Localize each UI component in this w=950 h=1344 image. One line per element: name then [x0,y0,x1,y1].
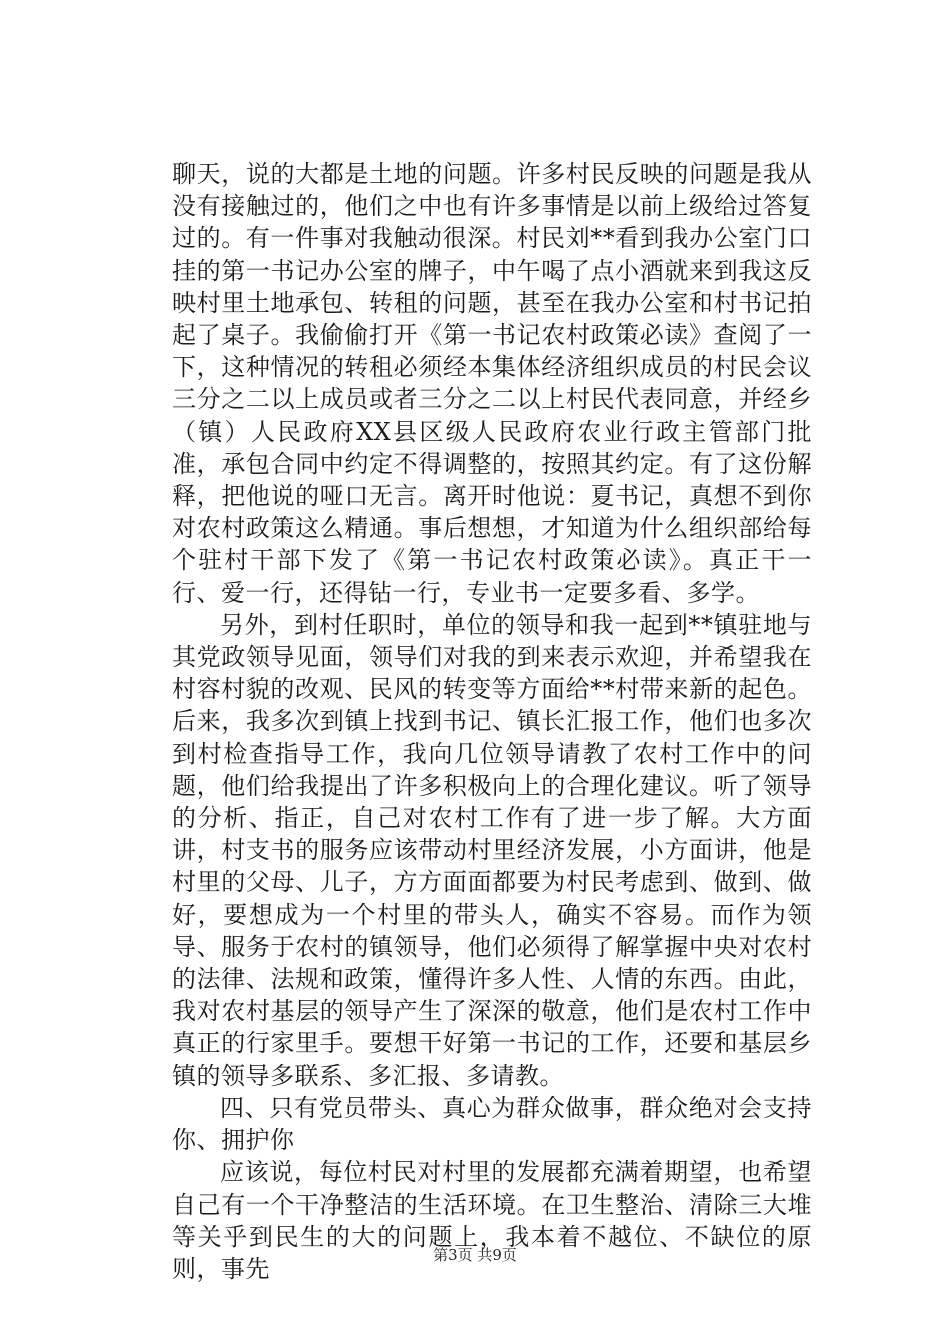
page-footer [0,1244,950,1265]
document-body [172,158,812,1285]
paragraph-1: 聊天，说的大都是土地的问题。许多村民反映的问题是我从没有接触过的，他们之中也有许多事情是以前上级给过答复过的。有一件事对我触动很深。村民刘**看到我办公室门口挂的第一书记办公室的牌子，中午喝了点小酒就来到我这反映村里土地承包、转租的问题，甚至在我办公室和村书记拍起了桌子。我偷偷打开《第一书记农村政策必读》查阅了一下，这种情况的转租必须经本集体经济组织成员的村民会议三分之二以上成员或者三分之二以上村民代表同意，并经乡（镇）人民政府XX县区级人民政府农业行政主管部门批准，承包合同中约定不得调整的，按照其约定。有了这份解释，把他说的哑口无言。离开时他说：夏书记，真想不到你对农村政策这么精通。事后想想，才知道为什么组织部给每个驻村干部下发了《第一书记农村政策必读》。真正干一行、爱一行，还得钻一行，专业书一定要多看、多学。 [172,160,812,607]
section-heading-4: 四、只有党员带头、真心为群众做事，群众绝对会支持你、拥护你 [172,1093,812,1155]
paragraph-2: 另外，到村任职时，单位的领导和我一起到**镇驻地与其党政领导见面，领导们对我的到来表示欢迎，并希望我在村容村貌的改观、民风的转变等方面给**村带来新的起色。后来，我多次到镇上找到书记、镇长汇报工作，他们也多次到村检查指导工作，我向几位领导请教了农村工作中的问题，他们给我提出了许多积极向上的合理化建议。听了领导的分析、指正，自己对农村工作有了进一步了解。大方面讲，村支书的服务应该带动村里经济发展，小方面讲，他是村里的父母、儿子，方方面面都要为村民考虑到、做到、做好，要想成为一个村里的带头人，确实不容易。而作为领导、服务于农村的镇领导，他们必须得了解掌握中央对农村的法律、法规和政策，懂得许多人性、人情的东西。由此，我对农村基层的领导产生了深深的敬意，他们是农村工作中真正的行家里手。要想干好第一书记的工作，还要和基层乡镇的领导多联系、多汇报、多请教。 [172,610,812,1090]
paragraph-3: 应该说，每位村民对村里的发展都充满着期望，也希望自己有一个干净整洁的生活环境。在卫生整治、清除三大堆等关乎到民生的大的问题上，我本着不越位、不缺位的原则，事先 [172,1158,812,1283]
page-number-label: 第3页 共9页 [433,1246,517,1264]
